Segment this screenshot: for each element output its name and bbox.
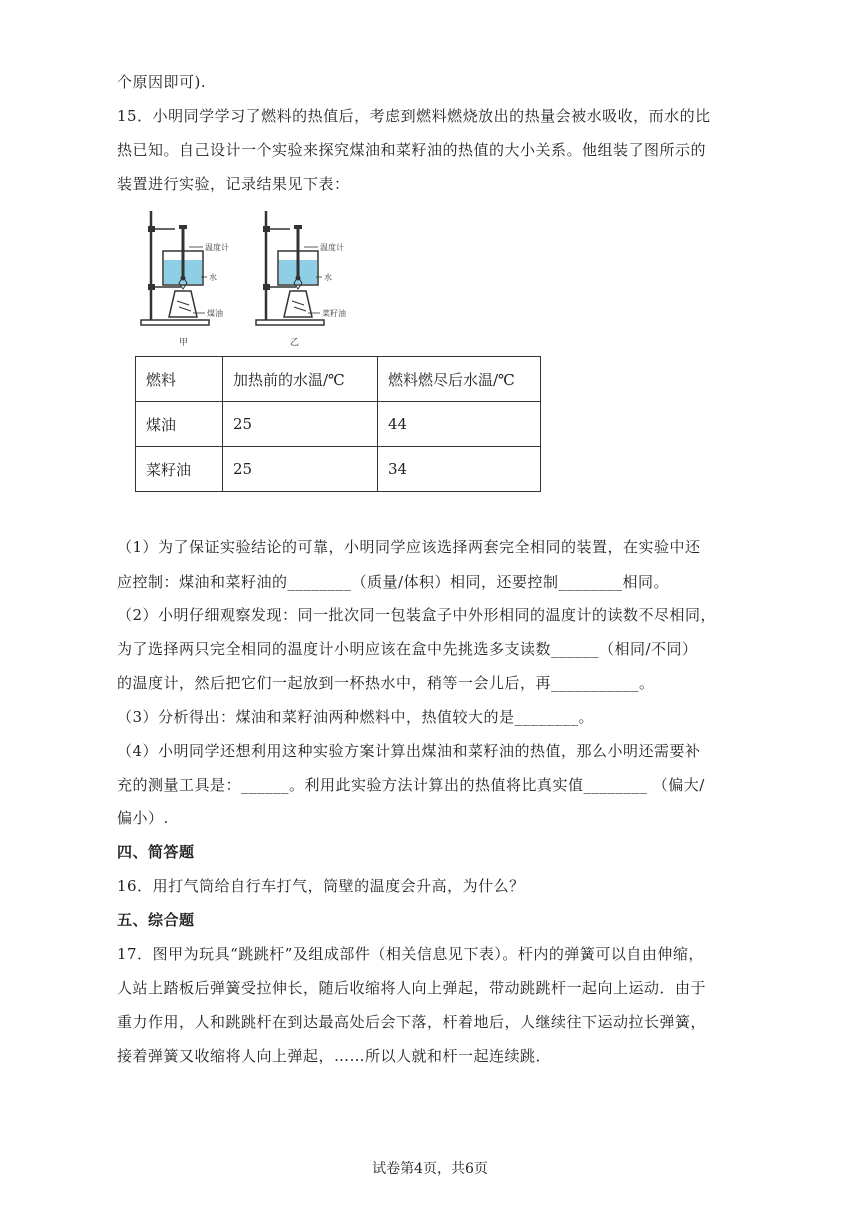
table-cell: 菜籽油 [136,447,223,492]
table-header-row [136,357,541,402]
results-table [135,356,541,492]
question-15-line-2: 热已知。自己设计一个实验来探究煤油和菜籽油的热值的大小关系。他组装了图所示的 [117,141,707,159]
part-1-line-1: （1）为了保证实验结论的可靠，小明同学应该选择两套完全相同的装置，在实验中还 [117,538,701,556]
fuel-label-left: 煤油 [207,309,223,318]
apparatus-left [141,211,229,348]
section-5-heading: 五、综合题 [117,911,195,929]
apparatus-right [256,211,346,348]
thermometer-label-left: 温度计 [205,243,229,252]
question-15-line-3: 装置进行实验，记录结果见下表： [117,175,350,193]
table-header-cell: 加热前的水温/℃ [223,357,378,402]
table-row [136,447,541,492]
table-cell: 34 [378,447,541,492]
section-4-heading: 四、简答题 [117,843,195,861]
table-header-cell: 燃料 [136,357,223,402]
question-17-line-3: 重力作用，人和跳跳杆在到达最高处后会下落，杆着地后，人继续往下运动拉长弹簧， [117,1013,707,1031]
question-15-line-1: 15．小明同学学习了燃料的热值后，考虑到燃料燃烧放出的热量会被水吸收，而水的比 [117,107,711,125]
part-3-line-1: （3）分析得出：煤油和菜籽油两种燃料中，热值较大的是________。 [117,708,595,726]
table-cell: 25 [223,402,378,447]
continuation-line: 个原因即可). [117,73,207,91]
caption-right: 乙 [290,338,300,348]
part-2-line-1: （2）小明仔细观察发现：同一批次同一包装盒子中外形相同的温度计的读数不尽相同， [117,606,717,624]
table-header-cell: 燃料燃尽后水温/℃ [378,357,541,402]
part-4-line-3: 偏小）. [117,809,169,827]
part-4-line-1: （4）小明同学还想利用这种实验方案计算出煤油和菜籽油的热值，那么小明还需要补 [117,742,701,760]
part-2-line-2: 为了选择两只完全相同的温度计小明应该在盒中先挑选多支读数______（相同/不同） [117,640,698,658]
page-footer: 试卷第4页，共6页 [372,1161,488,1177]
table-row [136,402,541,447]
question-16: 16．用打气筒给自行车打气，筒壁的温度会升高，为什么？ [117,877,525,895]
question-17-line-1: 17．图甲为玩具“跳跳杆”及组成部件（相关信息见下表）。杆内的弹簧可以自由伸缩， [117,945,704,963]
water-label-left: 水 [209,273,217,282]
table-cell: 煤油 [136,402,223,447]
table-cell: 44 [378,402,541,447]
question-17-line-2: 人站上踏板后弹簧受拉伸长，随后收缩将人向上弹起，带动跳跳杆一起向上运动．由于 [117,979,707,997]
question-17-line-4: 接着弹簧又收缩将人向上弹起，……所以人就和杆一起连续跳． [117,1047,552,1065]
thermometer-label-right: 温度计 [320,243,344,252]
experiment-apparatus-figure [135,207,370,352]
table-cell: 25 [223,447,378,492]
part-4-line-2: 充的测量工具是：______。利用此实验方法计算出的热值将比真实值________ （偏大/ [117,776,705,794]
caption-left: 甲 [179,338,189,348]
fuel-label-right: 菜籽油 [322,309,346,318]
part-1-line-2: 应控制：煤油和菜籽油的________（质量/体积）相同，还要控制________相同。 [117,573,670,591]
water-label-right: 水 [324,273,332,282]
part-2-line-3: 的温度计，然后把它们一起放到一杯热水中，稍等一会儿后，再___________。 [117,674,655,692]
